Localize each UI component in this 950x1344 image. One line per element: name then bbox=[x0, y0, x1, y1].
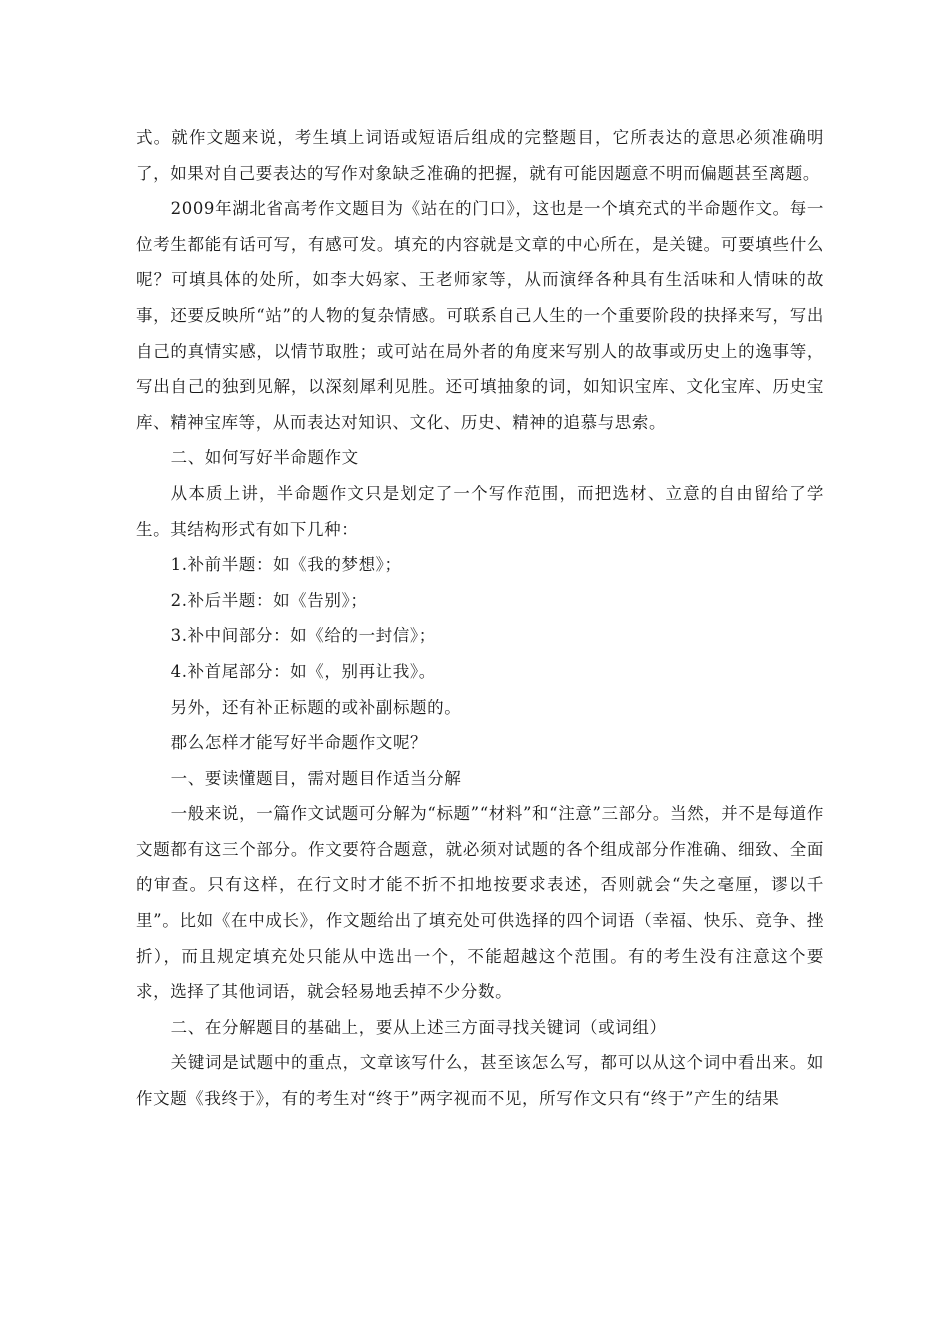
paragraph: 郡么怎样才能写好半命题作文呢？ bbox=[170, 733, 428, 753]
list-item: 4.补首尾部分：如《，别再让我》。 bbox=[170, 661, 436, 681]
paragraph: 2009年湖北省高考作文题目为《站在的门口》，这也是一个填充式的半命题作文。每一位考生都能有话可写，有感可发。填充的内容就是文章的中心所在，是关键。可要填些什么呢？可填具体的处所，如李大妈家、王老师家等，从而演绎各种具有生活味和人情味的故事，还要反映所“站”的人物的复杂情感。可联系自己人生的一个重要阶段的抉择来写，写出自己的真情实感，以情节取胜；或可站在局外者的角度来写别人的故事或历史上的逸事等，写出自己的独到见解，以深刻犀利见胜。还可填抽象的词，如知识宝库、文化宝库、历史宝库、精神宝库等，从而表达对知识、文化、历史、精神的追慕与思索。 bbox=[136, 199, 824, 432]
list-item: 2.补后半题：如《告别》； bbox=[170, 590, 368, 610]
paragraph: 关键词是试题中的重点，文章该写什么，甚至该怎么写，都可以从这个词中看出来。如作文题《我终于》，有的考生对“终于”两字视而不见，所写作文只有“终于”产生的结果 bbox=[136, 1053, 824, 1109]
section-heading: 一、要读懂题目，需对题目作适当分解 bbox=[170, 768, 462, 788]
paragraph: 式。就作文题来说，考生填上词语或短语后组成的完整题目，它所表达的意思必须准确明了，如果对自己要表达的写作对象缺乏准确的把握，就有可能因题意不明而偏题甚至离题。 bbox=[136, 128, 824, 183]
paragraph: 另外，还有补正标题的或补副标题的。 bbox=[170, 697, 462, 717]
paragraph: 一般来说，一篇作文试题可分解为“标题”“材料”和“注意”三部分。当然，并不是每道作文题都有这三个部分。作文要符合题意，就必须对试题的各个组成部分作准确、细致、全面的审查。只有这样，在行文时才能不折不扣地按要求表述，否则就会“失之毫厘，谬以千里”。比如《在中成长》，作文题给出了填充处可供选择的四个词语（幸福、快乐、竞争、挫折），而且规定填充处只能从中选出一个，不能超越这个范围。有的考生没有注意这个要求，选择了其他词语，就会轻易地丢掉不少分数。 bbox=[136, 804, 824, 1002]
list-item: 1.补前半题：如《我的梦想》； bbox=[170, 555, 402, 575]
document-body bbox=[136, 120, 824, 1117]
list-item: 3.补中间部分：如《给的一封信》； bbox=[170, 626, 436, 646]
section-heading: 二、在分解题目的基础上，要从上述三方面寻找关键词（或词组） bbox=[170, 1017, 667, 1037]
paragraph: 从本质上讲，半命题作文只是划定了一个写作范围，而把选材、立意的自由留给了学生。其结构形式有如下几种： bbox=[136, 483, 824, 539]
section-heading: 二、如何写好半命题作文 bbox=[170, 448, 359, 468]
